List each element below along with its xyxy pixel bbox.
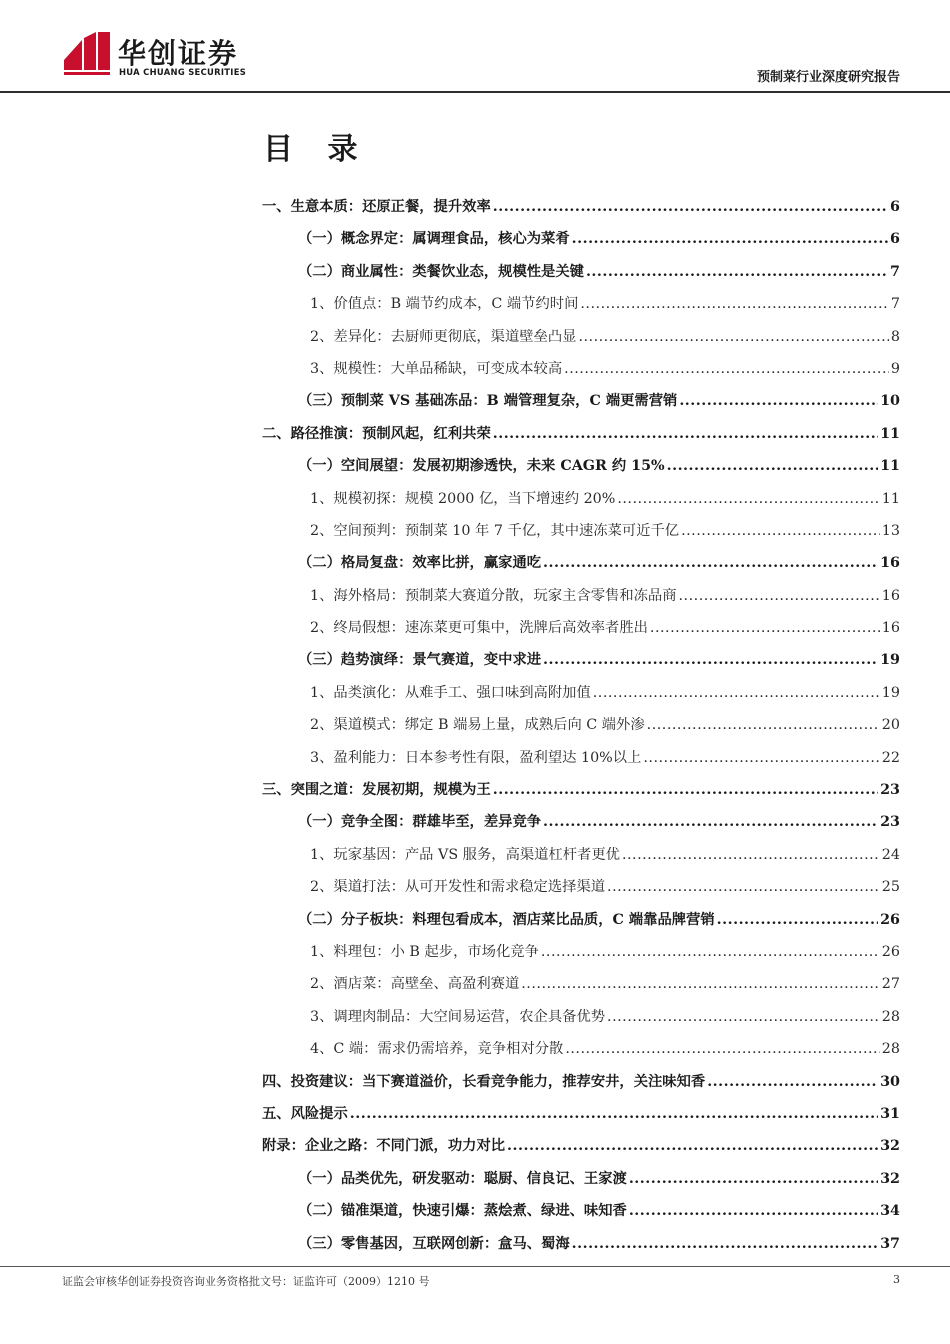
toc-leader-dots bbox=[543, 644, 878, 676]
toc-entry-text: （三）零售基因，互联网创新：盒马、蜀海 bbox=[298, 1235, 570, 1252]
toc-entry-page: 26 bbox=[880, 911, 900, 928]
toc-entry[interactable] bbox=[262, 871, 900, 903]
toc-entry-text: （三）预制菜 VS 基础冻品：B 端管理复杂，C 端更需营销 bbox=[298, 393, 678, 410]
toc-entry-text: 3、盈利能力：日本参考性有限，盈利望达 10%以上 bbox=[310, 749, 642, 766]
report-title: 预制菜行业深度研究报告 bbox=[756, 70, 900, 85]
toc-entry-page: 20 bbox=[881, 717, 900, 734]
toc-leader-dots bbox=[350, 1098, 878, 1130]
toc-entry[interactable] bbox=[262, 547, 900, 579]
toc-entry-page: 23 bbox=[880, 814, 900, 831]
toc-entry-page: 30 bbox=[880, 1073, 900, 1090]
toc-entry-page: 19 bbox=[880, 652, 900, 669]
toc-entry-page: 11 bbox=[880, 425, 900, 442]
brand-name-cn: 华创证券 bbox=[118, 37, 239, 70]
toc-entry-text: 1、价值点：B 端节约成本，C 端节约时间 bbox=[310, 296, 579, 313]
toc-entry[interactable] bbox=[262, 742, 900, 774]
toc-leader-dots bbox=[564, 353, 889, 385]
toc-entry-text: （二）格局复盘：效率比拼，赢家通吃 bbox=[298, 555, 542, 572]
toc-entry[interactable] bbox=[262, 418, 900, 450]
toc-leader-dots bbox=[543, 806, 878, 838]
toc-entry-page: 6 bbox=[890, 199, 900, 215]
toc-entry-page: 19 bbox=[881, 684, 900, 701]
toc-leader-dots bbox=[493, 191, 888, 223]
toc-leader-dots bbox=[543, 547, 878, 579]
toc-entry[interactable] bbox=[262, 904, 900, 936]
toc-leader-dots bbox=[617, 483, 879, 515]
toc-entry-text: 2、终局假想：速冻菜更可集中，洗牌后高效率者胜出 bbox=[310, 620, 648, 637]
toc-leader-dots bbox=[593, 677, 880, 709]
toc-leader-dots bbox=[647, 709, 880, 741]
toc-entry-page: 16 bbox=[881, 587, 900, 604]
toc-leader-dots bbox=[717, 904, 878, 936]
toc-leader-dots bbox=[622, 839, 880, 871]
toc-entry[interactable] bbox=[262, 1195, 900, 1227]
toc-entry-text: （二）锚准渠道，快速引爆：蒸烩煮、绿进、味知香 bbox=[298, 1203, 627, 1220]
toc-entry-page: 28 bbox=[881, 1041, 900, 1058]
toc-entry-page: 31 bbox=[880, 1105, 900, 1122]
toc-leader-dots bbox=[578, 321, 888, 353]
toc-entry-text: 2、酒店菜：高壁垒、高盈利赛道 bbox=[310, 976, 520, 993]
toc-entry[interactable] bbox=[262, 1098, 900, 1130]
toc-entry[interactable] bbox=[262, 1228, 900, 1260]
toc-entry-text: 2、渠道打法：从可开发性和需求稳定选择渠道 bbox=[310, 879, 606, 896]
toc-entry-page: 9 bbox=[890, 360, 900, 377]
toc-entry[interactable] bbox=[262, 1163, 900, 1195]
toc-entry[interactable] bbox=[262, 223, 900, 255]
toc-leader-dots bbox=[679, 580, 880, 612]
toc-entry[interactable] bbox=[262, 256, 900, 288]
toc-leader-dots bbox=[667, 450, 878, 482]
toc-entry-page: 10 bbox=[880, 393, 900, 410]
toc-entry-page: 26 bbox=[881, 943, 900, 960]
toc-entry-page: 11 bbox=[881, 490, 900, 507]
toc-leader-dots bbox=[607, 871, 880, 903]
toc-entry-page: 32 bbox=[880, 1170, 900, 1187]
toc-entry-page: 16 bbox=[880, 555, 900, 572]
footer-divider bbox=[0, 1266, 950, 1267]
toc-entry-page: 37 bbox=[880, 1235, 900, 1252]
toc-entry-text: 1、料理包：小 B 起步，市场化竞争 bbox=[310, 943, 539, 960]
toc-entry-page: 13 bbox=[881, 522, 900, 539]
header-divider bbox=[0, 91, 950, 93]
toc-entry-text: （三）趋势演绎：景气赛道，变中求进 bbox=[298, 652, 542, 669]
toc-entry[interactable] bbox=[262, 580, 900, 612]
toc-entry-text: 附录：企业之路：不同门派，功力对比 bbox=[262, 1138, 506, 1155]
toc-entry[interactable] bbox=[262, 288, 900, 320]
toc-entry[interactable] bbox=[262, 353, 900, 385]
toc-leader-dots bbox=[493, 418, 878, 450]
toc-entry-page: 34 bbox=[880, 1203, 900, 1220]
toc-entry-text: 2、空间预判：预制菜 10 年 7 千亿，其中速冻菜可近千亿 bbox=[310, 522, 680, 539]
toc-entry[interactable] bbox=[262, 321, 900, 353]
toc-entry[interactable] bbox=[262, 191, 900, 223]
toc-entry-text: 1、规模初探：规模 2000 亿，当下增速约 20% bbox=[310, 490, 616, 507]
toc-entry[interactable] bbox=[262, 385, 900, 417]
toc-entry-page: 32 bbox=[880, 1138, 900, 1155]
toc-title: 目 录 bbox=[263, 132, 370, 167]
toc-entry-text: 3、调理肉制品：大空间易运营，农企具备优势 bbox=[310, 1008, 606, 1025]
toc-entry-text: （一）空间展望：发展初期渗透快，未来 CAGR 约 15% bbox=[298, 458, 665, 475]
toc-leader-dots bbox=[507, 1130, 878, 1162]
toc-leader-dots bbox=[521, 968, 880, 1000]
footer-license-note: 证监会审核华创证券投资咨询业务资格批文号：证监许可（2009）1210 号 bbox=[62, 1275, 430, 1288]
toc-entry-text: （一）竞争全图：群雄毕至，差异竞争 bbox=[298, 814, 542, 831]
toc-leader-dots bbox=[681, 515, 880, 547]
toc-entry[interactable] bbox=[262, 1066, 900, 1098]
page-header bbox=[0, 0, 950, 94]
toc-entry-text: （一）概念界定：属调理食品，核心为菜肴 bbox=[298, 231, 570, 248]
toc-entry-page: 11 bbox=[880, 458, 900, 475]
toc-entry-text: （二）分子板块：料理包看成本，酒店菜比品质，C 端靠品牌营销 bbox=[298, 911, 715, 928]
toc-entry-page: 7 bbox=[890, 263, 900, 280]
toc-entry[interactable] bbox=[262, 1033, 900, 1065]
toc-entry-page: 16 bbox=[881, 620, 900, 637]
toc-entry-text: 三、突围之道：发展初期，规模为王 bbox=[262, 782, 491, 799]
toc-leader-dots bbox=[586, 256, 888, 288]
toc-leader-dots bbox=[607, 1001, 880, 1033]
toc-leader-dots bbox=[565, 1033, 879, 1065]
page-number: 3 bbox=[893, 1273, 900, 1286]
toc-entry[interactable] bbox=[262, 644, 900, 676]
toc-entry[interactable] bbox=[262, 1130, 900, 1162]
toc-entry-page: 23 bbox=[880, 782, 900, 799]
toc-entry-page: 22 bbox=[881, 749, 900, 766]
toc-leader-dots bbox=[679, 385, 878, 417]
toc-entry[interactable] bbox=[262, 709, 900, 741]
toc-entry[interactable] bbox=[262, 483, 900, 515]
toc-entry-text: （二）商业属性：类餐饮业态，规模性是关键 bbox=[298, 263, 584, 280]
brand-logo bbox=[60, 30, 260, 80]
toc-leader-dots bbox=[572, 1228, 878, 1260]
toc-entry[interactable] bbox=[262, 936, 900, 968]
toc-leader-dots bbox=[643, 742, 879, 774]
toc-entry[interactable] bbox=[262, 515, 900, 547]
toc-entry-page: 6 bbox=[890, 231, 900, 248]
brand-mark-icon bbox=[60, 30, 112, 76]
toc-entry-text: （一）品类优先，研发驱动：聪厨、信良记、王家渡 bbox=[298, 1170, 627, 1187]
toc-entry[interactable] bbox=[262, 1001, 900, 1033]
toc-leader-dots bbox=[707, 1066, 878, 1098]
toc-entry-text: 一、生意本质：还原正餐，提升效率 bbox=[262, 199, 491, 215]
toc-entry[interactable] bbox=[262, 806, 900, 838]
table-of-contents bbox=[262, 191, 900, 1260]
toc-entry-page: 24 bbox=[881, 846, 900, 863]
toc-entry-text: 四、投资建议：当下赛道溢价，长看竞争能力，推荐安井，关注味知香 bbox=[262, 1073, 706, 1090]
toc-entry-text: 五、风险提示 bbox=[262, 1105, 348, 1122]
toc-entry[interactable] bbox=[262, 450, 900, 482]
toc-leader-dots bbox=[629, 1163, 878, 1195]
toc-entry-page: 27 bbox=[881, 976, 900, 993]
toc-entry-text: 1、玩家基因：产品 VS 服务，高渠道杠杆者更优 bbox=[310, 846, 620, 863]
toc-entry-text: 二、路径推演：预制风起，红利共荣 bbox=[262, 425, 491, 442]
toc-entry[interactable] bbox=[262, 968, 900, 1000]
toc-entry-text: 1、海外格局：预制菜大赛道分散，玩家主含零售和冻品商 bbox=[310, 587, 677, 604]
toc-entry-page: 8 bbox=[890, 328, 900, 345]
toc-entry-text: 3、规模性：大单品稀缺，可变成本较高 bbox=[310, 360, 563, 377]
toc-entry-page: 28 bbox=[881, 1008, 900, 1025]
toc-leader-dots bbox=[650, 612, 880, 644]
brand-name-en: HUA CHUANG SECURITIES bbox=[119, 67, 247, 77]
toc-entry[interactable] bbox=[262, 839, 900, 871]
toc-entry-text: 2、差异化：去厨师更彻底，渠道壁垒凸显 bbox=[310, 328, 577, 345]
toc-entry-text: 1、品类演化：从难手工、强口味到高附加值 bbox=[310, 684, 591, 701]
toc-entry[interactable] bbox=[262, 677, 900, 709]
toc-entry-page: 25 bbox=[881, 879, 900, 896]
toc-entry-text: 4、C 端：需求仍需培养，竞争相对分散 bbox=[310, 1041, 564, 1058]
toc-entry-text: 2、渠道模式：绑定 B 端易上量，成熟后向 C 端外渗 bbox=[310, 717, 645, 734]
toc-entry[interactable] bbox=[262, 774, 900, 806]
toc-leader-dots bbox=[493, 774, 878, 806]
toc-leader-dots bbox=[629, 1195, 878, 1227]
toc-leader-dots bbox=[580, 288, 889, 320]
toc-entry[interactable] bbox=[262, 612, 900, 644]
toc-entry-page: 7 bbox=[890, 296, 900, 313]
toc-leader-dots bbox=[572, 223, 888, 255]
toc-leader-dots bbox=[541, 936, 880, 968]
